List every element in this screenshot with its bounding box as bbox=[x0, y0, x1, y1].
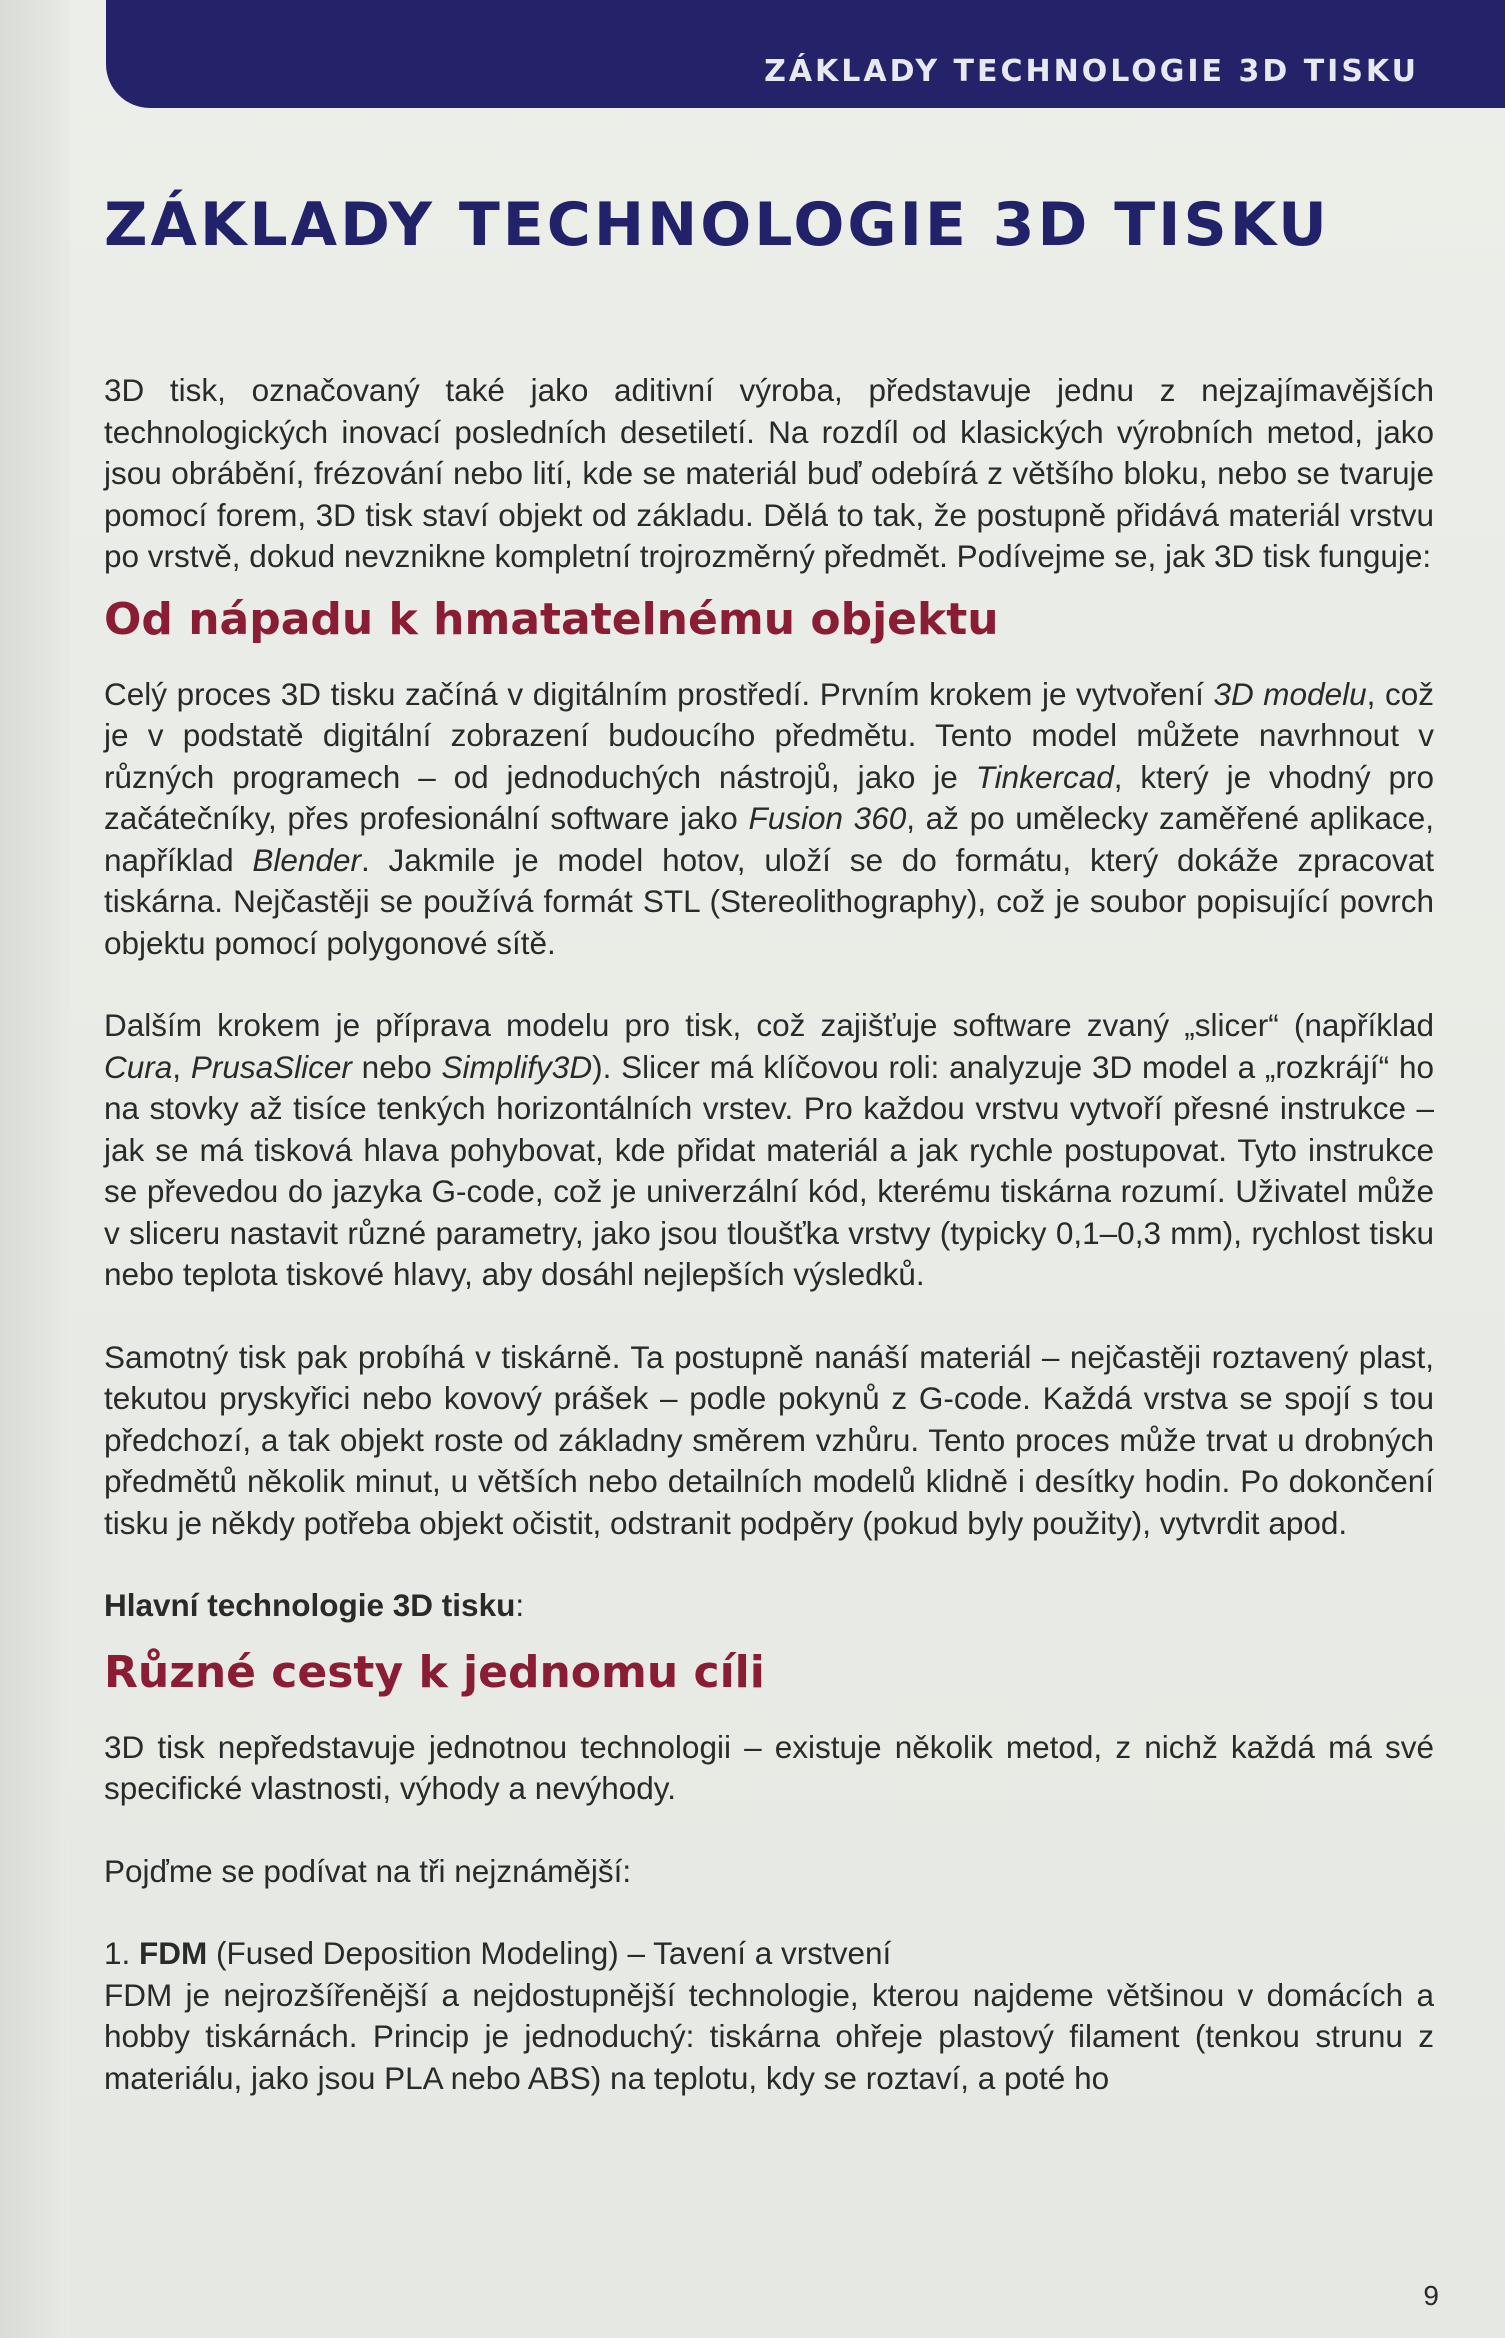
section-heading-1: Od nápadu k hmatatelnému objektu bbox=[104, 593, 999, 645]
italic-term: Fusion 360 bbox=[748, 800, 907, 836]
binding-shadow bbox=[0, 0, 70, 2338]
italic-term: Blender bbox=[252, 841, 361, 878]
list-title: (Fused Deposition Modeling) – Tavení a vrstvení bbox=[207, 1935, 892, 1971]
intro-paragraph: 3D tisk, označovaný také jako aditivní výroba, představuje jednu z nejzajímavějších technologických inovací posledních desetiletí. Na rozdíl od klasických výrobních metod, jako jsou obrábění, frézování nebo lití, kde se materiál buď odebírá z většího bloku, nebo se tvaruje pomocí forem, 3D tisk staví objekt od základu. Dělá to tak, že postupně přidává materiál vrstvu po vrstvě, dokud nevznikne kompletní trojrozměrný předmět. Podívejme se, jak 3D tisk funguje: bbox=[104, 372, 1434, 574]
section1-paragraph-3: Samotný tisk pak probíhá v tiskárně. Ta postupně nanáší materiál – nejčastěji roztavený plast, tekutou pryskyřici nebo kovový prášek – podle pokynů z G-code. Každá vrstva se spojí s tou předchozí, a tak objekt roste od základny směrem vzhůru. Tento proces může trvat u drobných předmětů několik minut, u větších nebo detailních modelů klidně i desítky hodin. Po dokončení tisku je někdy potřeba objekt očistit, odstranit podpěry (pokud byly použity), vytvrdit apod. bbox=[104, 1338, 1434, 1541]
text-run: . Jakmile je model hotov, uloží se do formátu, který dokáže zpracovat tiskárna. Nejčastěji se používá formát STL (Stereolithography), což je soubor popisující povrch objektu pomocí polygonové sítě. bbox=[104, 841, 1434, 961]
section-heading-2: Různé cesty k jednomu cíli bbox=[104, 1646, 765, 1698]
text-run: nebo bbox=[351, 1048, 442, 1085]
subhead-colon: : bbox=[515, 1587, 525, 1623]
text-run: , což je v podstatě digitální zobrazení budoucího předmětu. Tento model můžete navrhnout v různých programech – od jednoduchých nástrojů, jako je bbox=[104, 675, 1434, 795]
section2-paragraph-2: Pojďme se podívat na tři nejznámější: bbox=[104, 1852, 632, 1889]
subhead-bold: Hlavní technologie 3D tisku bbox=[104, 1587, 516, 1623]
italic-term: Cura bbox=[104, 1048, 173, 1085]
text-run: ). Slicer má klíčovou roli: analyzuje 3D model a „rozkrájí“ ho na stovky až tisíce tenkých horizontálních vrstev. Pro každou vrstvu vytvoří přesné instrukce – jak se má tisková hlava pohybovat, kde přidat materiál a jak rychle postupovat. Tyto instrukce se převedou do jazyka G-code, což je univerzální kód, kterému tiskárna rozumí. Uživatel může v sliceru nastavit různé parametry, jako jsou tloušťka vrstvy (typicky 0,1–0,3 mm), rychlost tisku nebo teplota tiskové hlavy, aby dosáhl nejlepších výsledků. bbox=[104, 1048, 1434, 1292]
section2-paragraph-1: 3D tisk nepředstavuje jednotnou technologii – existuje několik metod, z nichž každá má své specifické vlastnosti, výhody a nevýhody. bbox=[104, 1728, 1434, 1806]
section1-paragraph-1 bbox=[104, 674, 1434, 965]
italic-term: Simplify3D bbox=[441, 1048, 593, 1085]
italic-term: PrusaSlicer bbox=[190, 1048, 352, 1085]
text-run: , až po umělecky zaměřené aplikace, například bbox=[104, 800, 1435, 878]
text-run: , který je vhodný pro začátečníky, přes profesionální software jako bbox=[104, 758, 1435, 836]
page-content bbox=[104, 370, 1434, 2099]
list-item-1-text: FDM je nejrozšířenější a nejdostupnější technologie, kterou najdeme většinou v domácích a hobby tiskárnách. Princip je jednoduchý: tiskárna ohřeje plastový filament (tenkou strunu z materiálu, jako jsou PLA nebo ABS) na teplotu, kdy se roztaví, a poté ho bbox=[104, 1976, 1434, 2096]
list-abbr: FDM bbox=[139, 1935, 208, 1971]
header-band bbox=[106, 0, 1505, 108]
text-run: Celý proces 3D tisku začíná v digitálním prostředí. Prvním krokem je vytvoření bbox=[104, 675, 1214, 712]
text-run: , bbox=[172, 1048, 191, 1085]
italic-term: 3D modelu bbox=[1213, 675, 1367, 712]
list-item-1-title bbox=[104, 1933, 1434, 1975]
section1-paragraph-2 bbox=[104, 1005, 1434, 1296]
page-title: ZÁKLADY TECHNOLOGIE 3D TISKU bbox=[104, 190, 1330, 260]
text-run: Dalším krokem je příprava modelu pro tisk, což zajišťuje software zvaný „slicer“ (například bbox=[104, 1007, 1434, 1043]
running-title: ZÁKLADY TECHNOLOGIE 3D TISKU bbox=[764, 54, 1419, 89]
technologies-subhead bbox=[104, 1585, 1434, 1627]
list-number: 1. bbox=[104, 1935, 140, 1971]
italic-term: Tinkercad bbox=[975, 758, 1114, 795]
page-number: 9 bbox=[1423, 2280, 1439, 2311]
